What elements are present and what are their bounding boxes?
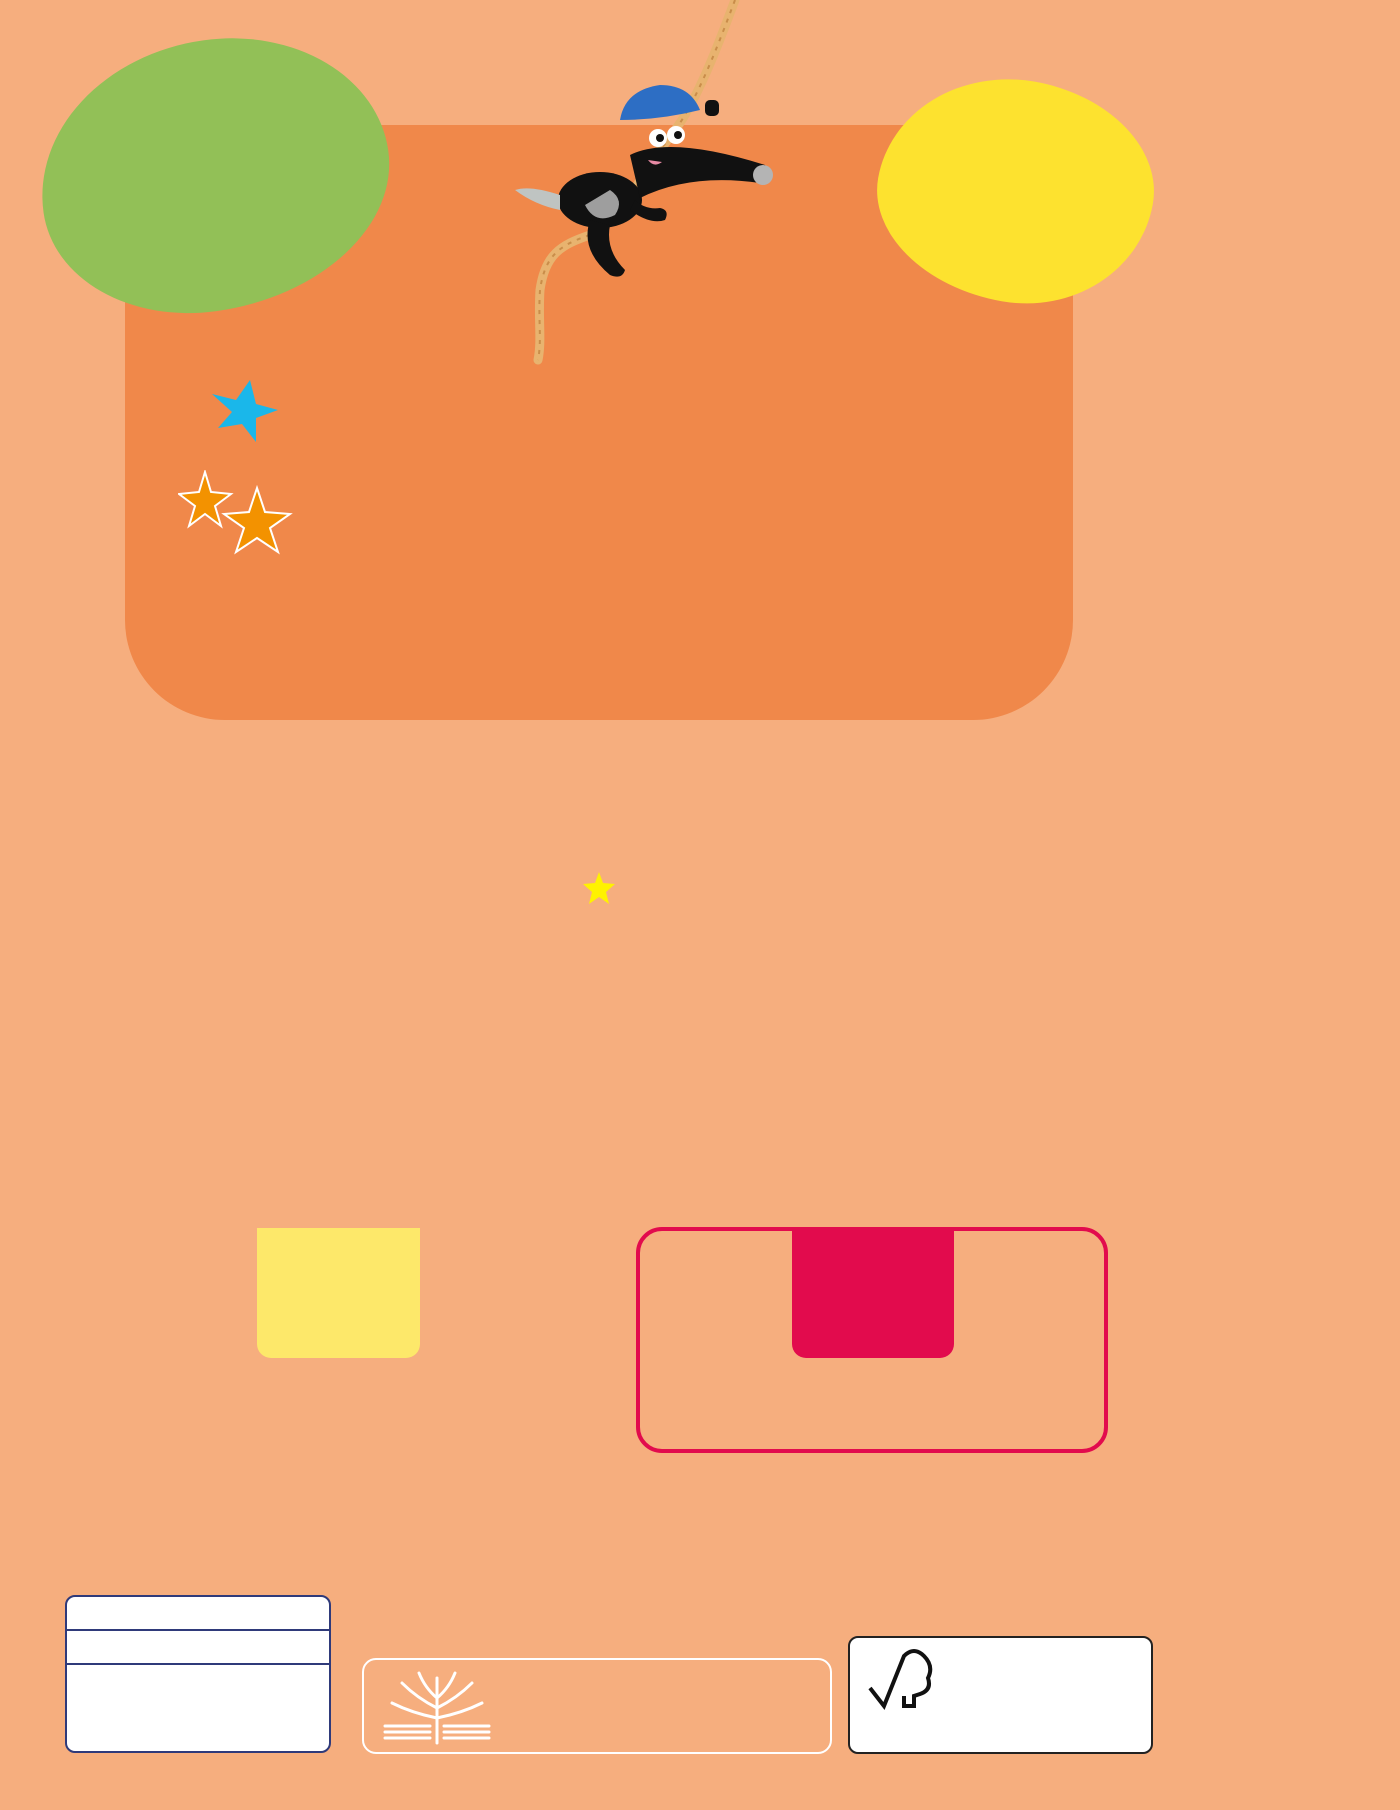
blue-star-icon [210,380,280,445]
tree-book-icon [380,1668,495,1748]
wolf-mascot-illustration [480,0,780,370]
beginner-level-badge [257,1228,420,1358]
authors-line [0,872,1198,905]
color-checker-strip [1198,0,1400,1810]
reference-number [67,1597,329,1631]
fsc-certification-label [848,1636,1153,1754]
confirmed-level-badge [792,1228,954,1358]
isbn-number [67,1631,329,1665]
barcode-label [65,1595,331,1753]
barcode-bars [103,1677,319,1727]
yellow-star-separator-icon [582,872,616,904]
reforestation-box [362,1658,832,1754]
two-orange-stars-icon [178,470,303,555]
fsc-tree-check-icon [864,1646,944,1731]
